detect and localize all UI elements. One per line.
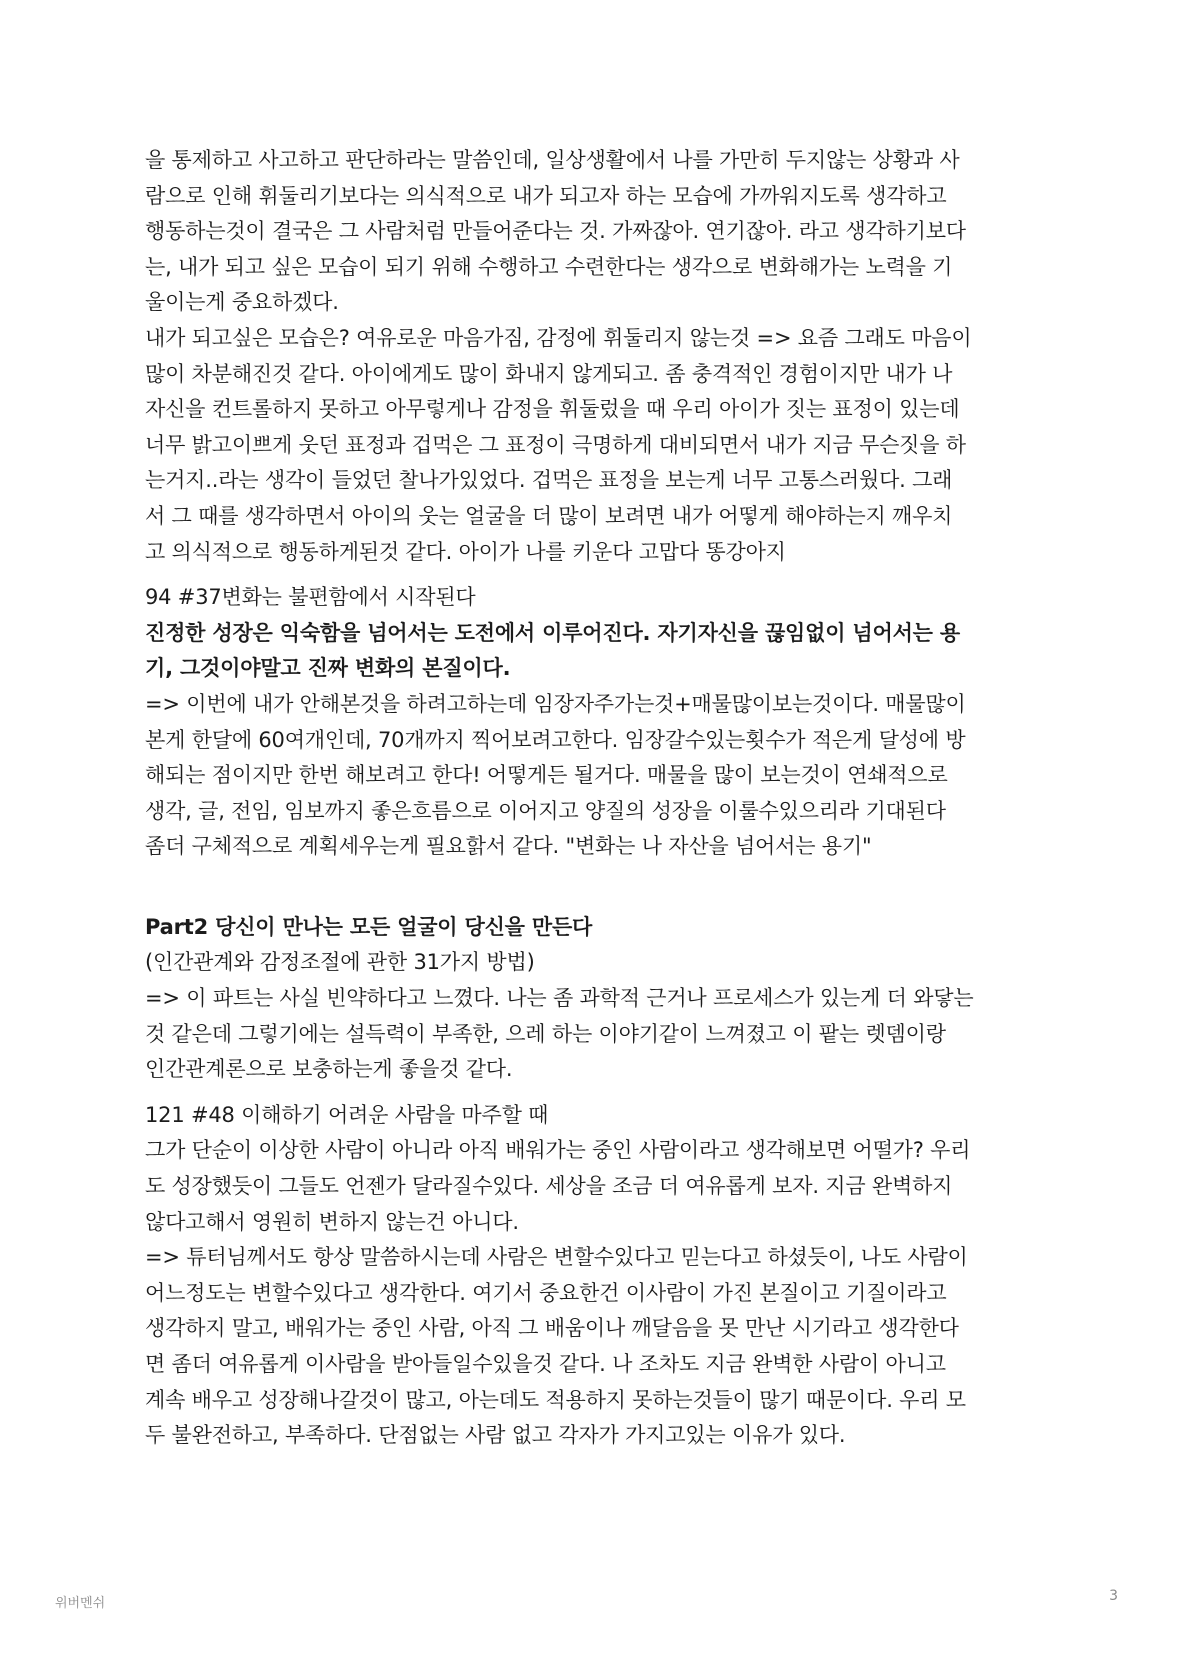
section-heading: 94 #37변화는 불편함에서 시작된다 (145, 585, 476, 610)
text-line: 람으로 인해 휘둘리기보다는 의식적으로 내가 되고자 하는 모습에 가까워지도록 생각하고 (145, 183, 947, 208)
text-line: 많이 차분해진것 같다. 아이에게도 많이 화내지 않게되고. 좀 충격적인 경험이지만 내가 나 (145, 361, 953, 386)
text-line: => 튜터님께서도 항상 말씀하시는데 사람은 변할수있다고 믿는다고 하셨듯이, 나도 사람이 (145, 1245, 968, 1270)
text-line: 인간관계론으로 보충하는게 좋을것 같다. (145, 1057, 513, 1082)
text-line: 는거지..라는 생각이 들었던 찰나가있었다. 겁먹은 표정을 보는게 너무 고통스러웠다. 그래 (145, 468, 953, 493)
text-line: 해되는 점이지만 한번 해보려고 한다! 어떻게든 될거다. 매물을 많이 보는것이 연쇄적으로 (145, 763, 948, 788)
text-line: 내가 되고싶은 모습은? 여유로운 마음가짐, 감정에 휘둘리지 않는것 => 요즘 그래도 마음이 (145, 325, 972, 350)
text-line: 너무 밝고이쁘게 웃던 표정과 겁먹은 그 표정이 극명하게 대비되면서 내가 지금 무슨짓을 하 (145, 432, 966, 457)
footer-author: 위버멘쉬 (55, 1596, 106, 1611)
section-difficult-people (145, 1098, 1055, 1454)
text-line: 서 그 때를 생각하면서 아이의 웃는 얼굴을 더 많이 보려면 내가 어떻게 해야하는지 깨우치 (145, 503, 953, 528)
section-part2 (145, 910, 1055, 1088)
text-line: 두 불완전하고, 부족하다. 단점없는 사람 없고 각자가 가지고있는 이유가 있다. (145, 1423, 846, 1448)
text-line: 그가 단순이 이상한 사람이 아니라 아직 배워가는 중인 사람이라고 생각해보면 어떨가? 우리 (145, 1138, 971, 1163)
paragraph-self-control (145, 143, 1055, 321)
quote-bold-line: 기, 그것이야말고 진짜 변화의 본질이다. (145, 656, 511, 681)
text-line: 행동하는것이 결국은 그 사람처럼 만들어준다는 것. 가짜잖아. 연기잖아. 라고 생각하기보다 (145, 219, 966, 244)
text-line: 생각하지 말고, 배워가는 중인 사람, 아직 그 배움이나 깨달음을 못 만난 시기라고 생각한다 (145, 1316, 959, 1341)
text-line: 계속 배우고 성장해나갈것이 많고, 아는데도 적용하지 못하는것들이 많기 때문이다. 우리 모 (145, 1387, 966, 1412)
section-change-discomfort (145, 580, 1055, 865)
text-line: 자신을 컨트롤하지 못하고 아무렇게나 감정을 휘둘렀을 때 우리 아이가 짓는 표정이 있는데 (145, 397, 960, 422)
text-line: (인간관계와 감정조절에 관한 31가지 방법) (145, 950, 535, 975)
text-line: 을 통제하고 사고하고 판단하라는 말씀인데, 일상생활에서 나를 가만히 두지않는 상황과 사 (145, 148, 960, 172)
text-line: 도 성장했듯이 그들도 언젠가 달라질수있다. 세상을 조금 더 여유롭게 보자. 지금 완벽하지 (145, 1174, 953, 1199)
text-line: 어느정도는 변할수있다고 생각한다. 여기서 중요한건 이사람이 가진 본질이고 기질이라고 (145, 1280, 947, 1305)
text-line: 면 좀더 여유롭게 이사람을 받아들일수있을것 같다. 나 조차도 지금 완벽한 사람이 아니고 (145, 1352, 946, 1376)
text-line: 는, 내가 되고 싶은 모습이 되기 위해 수행하고 수련한다는 생각으로 변화해가는 노력을 기 (145, 254, 953, 279)
section-heading: 121 #48 이해하기 어려운 사람을 마주할 때 (145, 1102, 549, 1127)
paragraph-ideal-self (145, 321, 1055, 570)
text-line: 본게 한달에 60여개인데, 70개까지 찍어보려고한다. 임장갈수있는횟수가 적은게 달성에 방 (145, 727, 966, 752)
part-title: Part2 당신이 만나는 모든 얼굴이 당신을 만든다 (145, 914, 593, 939)
document-body (145, 143, 1055, 1454)
quote-bold-line: 진정한 성장은 익숙함을 넘어서는 도전에서 이루어진다. 자기자신을 끊임없이 넘어서는 용 (145, 620, 960, 645)
text-line: 좀더 구체적으로 계획세우는게 필요핡서 같다. "변화는 나 자산을 넘어서는 용기" (145, 834, 872, 859)
text-line: => 이 파트는 사실 빈약하다고 느꼈다. 나는 좀 과학적 근거나 프로세스가 있는게 더 와닿는 (145, 986, 974, 1011)
page-number: 3 (1109, 1588, 1118, 1604)
text-line: 고 의식적으로 행동하게된것 같다. 아이가 나를 키운다 고맙다 똥강아지 (145, 539, 786, 564)
text-line: 생각, 글, 전임, 임보까지 좋은흐름으로 이어지고 양질의 성장을 이룰수있으리라 기대된다 (145, 798, 946, 823)
text-line: 울이는게 중요하겠다. (145, 290, 339, 315)
text-line: => 이번에 내가 안해본것을 하려고하는데 임장자주가는것+매물많이보는것이다. 매물많이 (145, 691, 966, 716)
text-line: 않다고해서 영원히 변하지 않는건 아니다. (145, 1209, 519, 1234)
text-line: 것 같은데 그렇기에는 설득력이 부족한, 으레 하는 이야기같이 느껴졌고 이 팥는 렛뎀이랑 (145, 1021, 946, 1046)
